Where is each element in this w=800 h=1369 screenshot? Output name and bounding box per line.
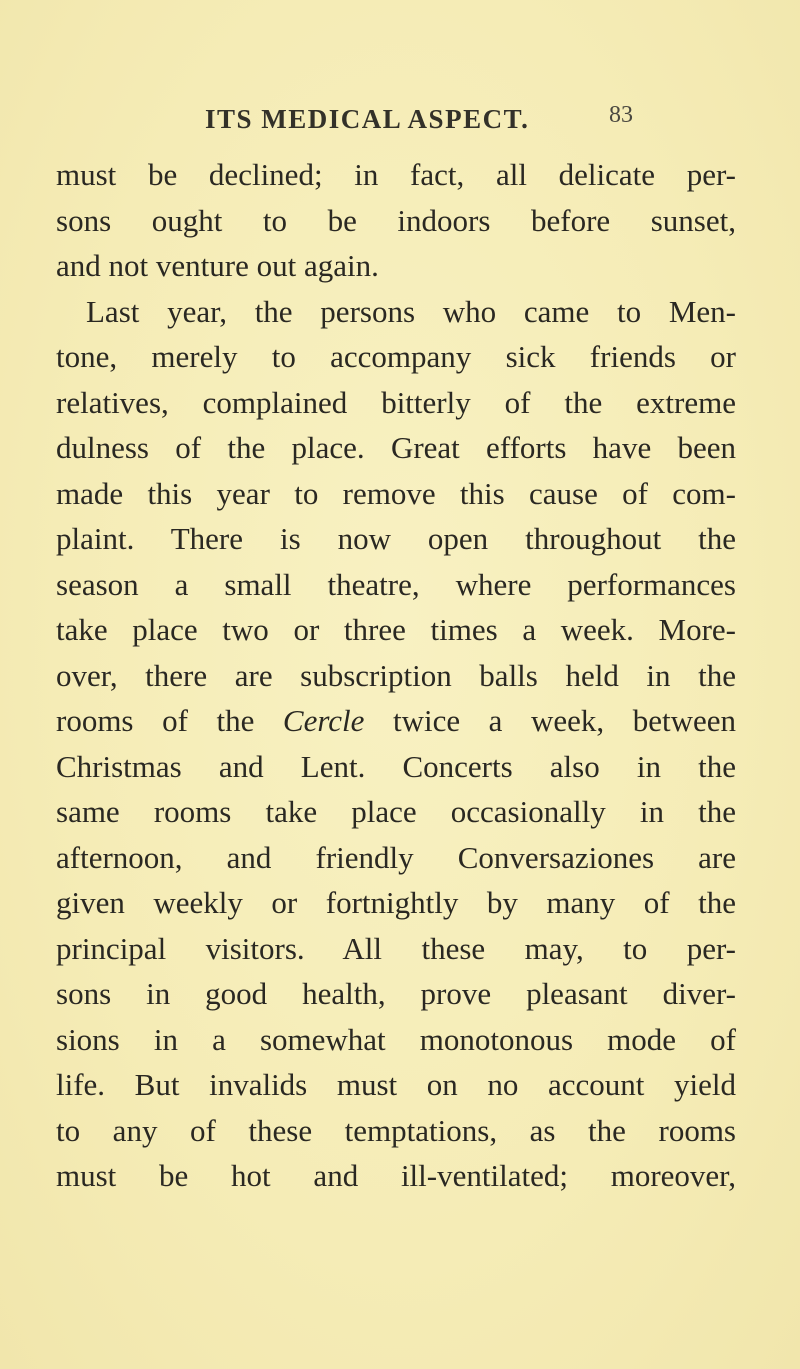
body-text xyxy=(56,152,736,1199)
text-line: Christmas and Lent. Concerts also in the xyxy=(56,748,736,784)
italic-term: Cercle xyxy=(282,703,365,738)
text-segment: twice a week, between xyxy=(392,703,737,738)
text-line: relatives, complained bitterly of the extreme xyxy=(56,384,736,420)
text-line: sons in good health, prove pleasant diver- xyxy=(56,976,736,1011)
text-line: given weekly or fortnightly by many of the xyxy=(56,885,736,920)
text-line: same rooms take place occasionally in the xyxy=(56,794,736,829)
text-line: must be declined; in fact, all delicate per- xyxy=(56,157,736,192)
chapter-title: ITS MEDICAL ASPECT. xyxy=(205,104,530,134)
text-line: to any of these temptations, as the rooms xyxy=(56,1112,736,1148)
text-line: tone, merely to accompany sick friends or xyxy=(56,339,736,374)
text-line: principal visitors. All these may, to per- xyxy=(56,930,736,966)
text-line: afternoon, and friendly Conversaziones are xyxy=(56,839,736,875)
text-line: must be hot and ill-ventilated; moreover, xyxy=(56,1158,736,1193)
text-line: and not venture out again. xyxy=(56,248,379,283)
text-line: take place two or three times a week. More- xyxy=(56,612,736,647)
text-line: over, there are subscription balls held in the xyxy=(56,657,736,693)
text-line: sons ought to be indoors before sunset, xyxy=(56,202,736,238)
text-segment: rooms of the xyxy=(56,703,255,738)
running-head xyxy=(0,104,800,144)
text-line: sions in a somewhat monotonous mode of xyxy=(56,1021,736,1057)
text-line: season a small theatre, where performances xyxy=(56,566,736,602)
text-line: plaint. There is now open throughout the xyxy=(56,521,736,556)
page-number: 83 xyxy=(609,102,633,128)
text-line-with-italic xyxy=(56,698,736,744)
paragraph-start-line: Last year, the persons who came to Men- xyxy=(86,293,736,329)
text-line: made this year to remove this cause of com- xyxy=(56,475,736,511)
text-line: life. But invalids must on no account yield xyxy=(56,1067,736,1102)
text-line: dulness of the place. Great efforts have been xyxy=(56,430,736,465)
